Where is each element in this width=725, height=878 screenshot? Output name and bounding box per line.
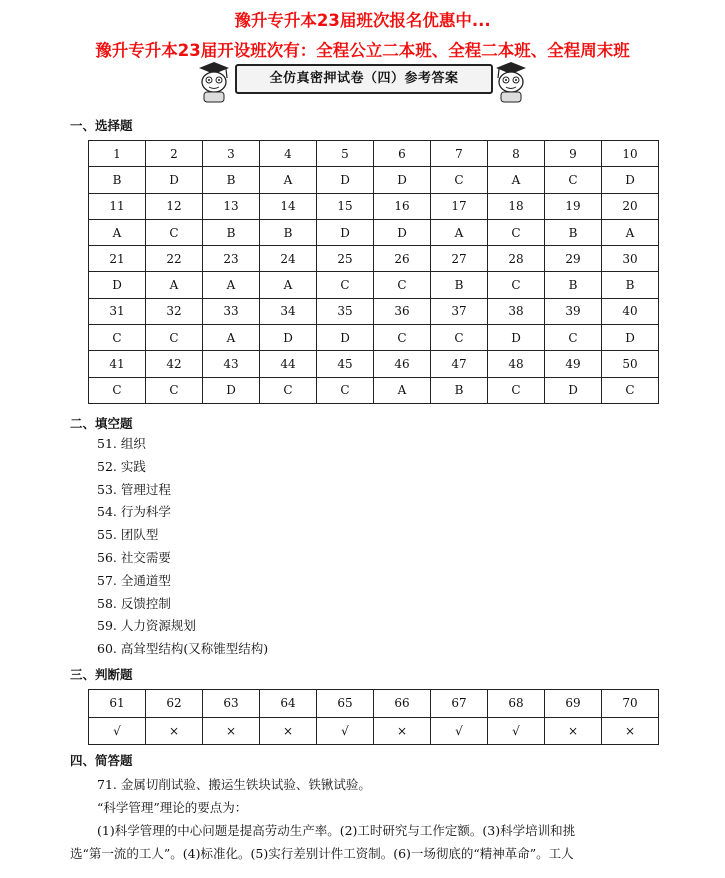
table-cell: 34 — [260, 298, 317, 324]
table-cell: 66 — [374, 690, 431, 718]
table-cell: 29 — [545, 246, 602, 272]
choice-answer-table — [88, 140, 659, 404]
table-cell: A — [89, 219, 146, 245]
table-row — [89, 246, 659, 272]
table-cell: 16 — [374, 193, 431, 219]
table-cell: 35 — [317, 298, 374, 324]
table-cell: A — [488, 167, 545, 193]
table-cell: 13 — [203, 193, 260, 219]
table-cell: 62 — [146, 690, 203, 718]
promo-line-2: 豫升专升本23届开设班次有：全程公立二本班、全程二本班、全程周末班 — [95, 41, 630, 60]
table-cell: 28 — [488, 246, 545, 272]
table-cell: C — [488, 272, 545, 298]
table-cell: D — [488, 325, 545, 351]
table-cell: D — [545, 377, 602, 403]
table-cell: 68 — [488, 690, 545, 718]
table-cell: C — [488, 377, 545, 403]
section-heading-fill: 二、填空题 — [70, 416, 133, 431]
table-cell: 26 — [374, 246, 431, 272]
promo-line-1: 豫升专升本23届班次报名优惠中... — [234, 11, 491, 30]
table-cell: 32 — [146, 298, 203, 324]
table-cell: 4 — [260, 141, 317, 167]
table-cell: 2 — [146, 141, 203, 167]
table-cell: C — [317, 272, 374, 298]
table-cell: 5 — [317, 141, 374, 167]
table-cell: 22 — [146, 246, 203, 272]
short-answer-71: 71. 金属切削试验、搬运生铁块试验、铁锹试验。 — [97, 777, 371, 792]
table-cell: 50 — [602, 351, 659, 377]
table-cell: C — [374, 272, 431, 298]
list-item: 54. 行为科学 — [97, 504, 171, 520]
list-item: 53. 管理过程 — [97, 481, 171, 497]
table-cell: × — [146, 717, 203, 745]
table-cell: 37 — [431, 298, 488, 324]
table-cell: D — [89, 272, 146, 298]
table-cell: B — [260, 219, 317, 245]
table-cell: 43 — [203, 351, 260, 377]
table-cell: 45 — [317, 351, 374, 377]
table-cell: B — [203, 219, 260, 245]
table-cell: √ — [488, 717, 545, 745]
table-cell: 47 — [431, 351, 488, 377]
table-row — [89, 351, 659, 377]
table-cell: C — [146, 219, 203, 245]
section-heading-judge: 三、判断题 — [70, 667, 133, 682]
table-cell: 38 — [488, 298, 545, 324]
table-cell: 25 — [317, 246, 374, 272]
table-cell: × — [374, 717, 431, 745]
table-cell: 40 — [602, 298, 659, 324]
banner-title: 全仿真密押试卷（四）参考答案 — [235, 64, 493, 94]
table-cell: C — [260, 377, 317, 403]
table-cell: A — [431, 219, 488, 245]
table-cell: C — [146, 325, 203, 351]
table-row — [89, 219, 659, 245]
table-cell: 31 — [89, 298, 146, 324]
table-cell: C — [545, 325, 602, 351]
table-cell: 12 — [146, 193, 203, 219]
table-cell: C — [431, 325, 488, 351]
list-item: 52. 实践 — [97, 458, 146, 474]
table-cell: A — [203, 272, 260, 298]
table-cell: 19 — [545, 193, 602, 219]
table-cell: C — [89, 377, 146, 403]
table-cell: D — [602, 325, 659, 351]
table-cell: 10 — [602, 141, 659, 167]
table-cell: B — [545, 272, 602, 298]
table-cell: 18 — [488, 193, 545, 219]
table-row — [89, 167, 659, 193]
table-cell: D — [317, 167, 374, 193]
list-item: 56. 社交需要 — [97, 549, 171, 565]
table-cell: 6 — [374, 141, 431, 167]
table-cell: D — [602, 167, 659, 193]
table-cell: 17 — [431, 193, 488, 219]
graduate-mascot-icon — [492, 58, 530, 104]
table-cell: D — [317, 219, 374, 245]
list-item: 51. 组织 — [97, 436, 146, 451]
list-item: 58. 反馈控制 — [97, 595, 171, 611]
table-cell: C — [488, 219, 545, 245]
judge-answer-table — [88, 689, 659, 745]
table-cell: 39 — [545, 298, 602, 324]
table-cell: 42 — [146, 351, 203, 377]
table-cell: D — [317, 325, 374, 351]
table-cell: B — [203, 167, 260, 193]
table-cell: B — [602, 272, 659, 298]
table-cell: 3 — [203, 141, 260, 167]
table-cell: 21 — [89, 246, 146, 272]
table-row — [89, 193, 659, 219]
table-cell: C — [602, 377, 659, 403]
table-cell: 67 — [431, 690, 488, 718]
table-cell: 36 — [374, 298, 431, 324]
table-cell: C — [374, 325, 431, 351]
table-row — [89, 690, 659, 718]
table-cell: 15 — [317, 193, 374, 219]
table-cell: 48 — [488, 351, 545, 377]
table-cell: C — [431, 167, 488, 193]
table-cell: 24 — [260, 246, 317, 272]
list-item: 60. 高耸型结构(又称锥型结构) — [97, 641, 269, 657]
table-cell: 30 — [602, 246, 659, 272]
table-cell: A — [260, 167, 317, 193]
table-cell: D — [146, 167, 203, 193]
table-cell: D — [374, 219, 431, 245]
table-cell: 46 — [374, 351, 431, 377]
table-row — [89, 272, 659, 298]
list-item: 55. 团队型 — [97, 527, 159, 543]
table-cell: 44 — [260, 351, 317, 377]
table-cell: 7 — [431, 141, 488, 167]
section-heading-short: 四、简答题 — [70, 753, 133, 768]
table-cell: × — [545, 717, 602, 745]
table-cell: A — [602, 219, 659, 245]
table-cell: 64 — [260, 690, 317, 718]
table-cell: 11 — [89, 193, 146, 219]
table-cell: C — [89, 325, 146, 351]
table-cell: B — [89, 167, 146, 193]
table-cell: B — [431, 377, 488, 403]
table-row — [89, 141, 659, 167]
table-cell: 1 — [89, 141, 146, 167]
graduate-mascot-icon — [195, 58, 233, 104]
table-cell: 27 — [431, 246, 488, 272]
table-row — [89, 325, 659, 351]
table-cell: 63 — [203, 690, 260, 718]
table-cell: √ — [89, 717, 146, 745]
table-cell: A — [260, 272, 317, 298]
table-cell: 41 — [89, 351, 146, 377]
table-cell: C — [146, 377, 203, 403]
table-cell: A — [374, 377, 431, 403]
table-cell: × — [203, 717, 260, 745]
table-cell: A — [203, 325, 260, 351]
table-cell: C — [545, 167, 602, 193]
table-row — [89, 298, 659, 324]
table-cell: C — [317, 377, 374, 403]
theory-points-heading: “科学管理”理论的要点为： — [97, 800, 248, 815]
table-cell: 70 — [602, 690, 659, 718]
table-row — [89, 717, 659, 745]
table-cell: 49 — [545, 351, 602, 377]
table-cell: 8 — [488, 141, 545, 167]
table-cell: √ — [431, 717, 488, 745]
table-cell: 61 — [89, 690, 146, 718]
table-cell: 65 — [317, 690, 374, 718]
table-cell: 20 — [602, 193, 659, 219]
table-cell: D — [203, 377, 260, 403]
answer-banner — [195, 58, 530, 104]
table-row — [89, 377, 659, 403]
table-cell: × — [602, 717, 659, 745]
list-item: 57. 全通道型 — [97, 572, 171, 588]
table-cell: B — [431, 272, 488, 298]
theory-points-line: 选“第一流的工人”。(4)标准化。(5)实行差别计件工资制。(6)一场彻底的“精神革命”。工人 — [70, 846, 574, 861]
table-cell: A — [146, 272, 203, 298]
list-item: 59. 人力资源规划 — [97, 618, 196, 634]
table-cell: × — [260, 717, 317, 745]
table-cell: 33 — [203, 298, 260, 324]
table-cell: 14 — [260, 193, 317, 219]
table-cell: B — [545, 219, 602, 245]
table-cell: √ — [317, 717, 374, 745]
section-heading-choice: 一、选择题 — [70, 118, 133, 133]
fill-answer-list — [97, 433, 268, 661]
table-cell: 23 — [203, 246, 260, 272]
table-cell: 69 — [545, 690, 602, 718]
table-cell: D — [260, 325, 317, 351]
theory-points-line: (1)科学管理的中心问题是提高劳动生产率。(2)工时研究与工作定额。(3)科学培训和挑 — [97, 823, 576, 838]
table-cell: 9 — [545, 141, 602, 167]
table-cell: D — [374, 167, 431, 193]
